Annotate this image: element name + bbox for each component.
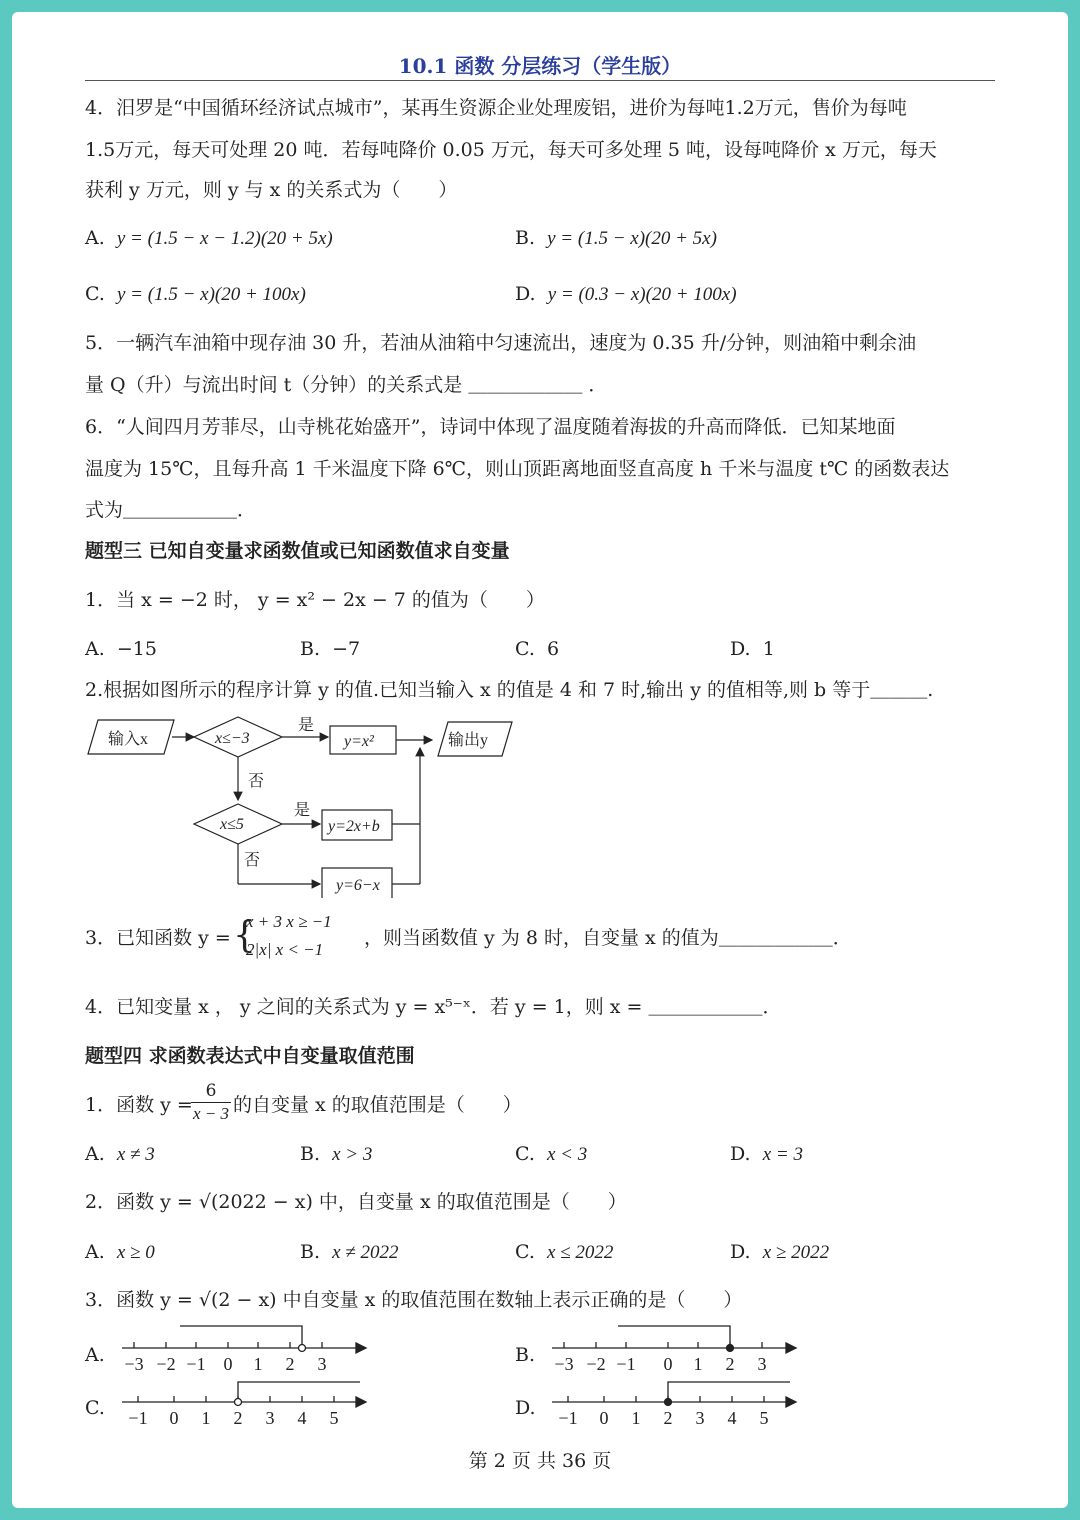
option-letter: A. (85, 227, 105, 249)
tick-label: 1 (253, 1354, 263, 1372)
option-letter: D. (515, 283, 536, 305)
q5-line1: 5．一辆汽车油箱中现存油 30 升，若油从油箱中匀速流出，速度为 0.35 升/分钟，则油箱中剩余油 (85, 332, 917, 354)
tick-label: −1 (186, 1354, 206, 1372)
option-letter: C. (515, 638, 535, 660)
q4-option-d[interactable] (515, 282, 737, 307)
s3q3-case2: 2|x| x < −1 (246, 940, 324, 959)
s4q1-prefix: 1．函数 y = (85, 1094, 193, 1116)
section4-title: 题型四 求函数表达式中自变量取值范围 (85, 1045, 415, 1067)
s4q2-option-d[interactable] (730, 1240, 829, 1265)
tick-label: −3 (554, 1354, 574, 1372)
option-letter: C. (85, 283, 105, 305)
tick-label: 4 (727, 1408, 737, 1426)
header-divider (85, 80, 995, 81)
s4q1-suffix: 的自变量 x 的取值范围是（ ） (233, 1094, 522, 1116)
s3q3-suffix: ，则当函数值 y 为 8 时，自变量 x 的值为＿＿＿＿＿＿． (364, 927, 852, 949)
s3q1-stem: 1．当 x = −2 时， y = x² − 2x − 7 的值为（ ） (85, 589, 545, 611)
number-line-a[interactable] (120, 1322, 370, 1372)
tick-label: 2 (663, 1408, 673, 1426)
tick-label: 1 (201, 1408, 211, 1426)
fraction (191, 1080, 231, 1125)
option-text: x ≥ 2022 (762, 1242, 830, 1263)
tick-label: 0 (169, 1408, 179, 1426)
option-text: 6 (547, 638, 560, 660)
option-text: y = (0.3 − x)(20 + 100x) (547, 284, 737, 305)
option-text: x < 3 (547, 1144, 588, 1165)
tick-label: 5 (329, 1408, 339, 1426)
option-letter: A. (85, 638, 105, 660)
s3q3-prefix: 3．已知函数 y = (85, 927, 231, 949)
number-line-c[interactable] (120, 1376, 370, 1426)
option-text: y = (1.5 − x)(20 + 5x) (547, 228, 717, 249)
option-letter: B. (300, 1143, 321, 1165)
s4q1-option-c[interactable] (515, 1142, 587, 1167)
s4q3-option-b-letter[interactable]: B. (515, 1344, 536, 1366)
q4-option-b[interactable] (515, 226, 717, 251)
s4q3-stem: 3．函数 y = √(2 − x) 中自变量 x 的取值范围在数轴上表示正确的是（ ） (85, 1289, 743, 1311)
tick-label: 3 (757, 1354, 767, 1372)
q4-line1: 4．汨罗是“中国循环经济试点城市”，某再生资源企业处理废铝，进价为每吨1.2万元，售价为每吨 (85, 97, 907, 119)
flow-yes1: 是 (298, 717, 315, 734)
option-text: x = 3 (762, 1144, 803, 1165)
option-text: y = (1.5 − x − 1.2)(20 + 5x) (116, 228, 333, 249)
option-letter: A. (85, 1143, 105, 1165)
q4-option-a[interactable] (85, 226, 333, 251)
option-letter: C. (515, 1143, 535, 1165)
q6-line3: 式为＿＿＿＿＿＿． (85, 499, 257, 521)
tick-label: 3 (317, 1354, 327, 1372)
option-letter: B. (300, 1241, 321, 1263)
s3q4-stem: 4．已知变量 x ， y 之间的关系式为 y = x⁵⁻ˣ．若 y = 1，则 x = ＿＿＿＿＿＿． (85, 996, 782, 1018)
option-text: y = (1.5 − x)(20 + 100x) (117, 284, 306, 305)
tick-label: 5 (759, 1408, 769, 1426)
tick-label: −2 (586, 1354, 606, 1372)
option-letter: D. (730, 638, 751, 660)
option-text: −15 (116, 638, 157, 660)
s3q1-option-d[interactable] (730, 637, 775, 661)
tick-label: −3 (124, 1354, 144, 1372)
tick-label: 4 (297, 1408, 307, 1426)
option-text: x ≠ 2022 (332, 1242, 399, 1263)
q4-line3: 获利 y 万元，则 y 与 x 的关系式为（ ） (85, 179, 458, 201)
flow-cond2: x≤5 (220, 816, 244, 833)
q4-option-c[interactable] (85, 282, 306, 307)
s4q3-option-d-letter[interactable]: D. (515, 1397, 536, 1419)
tick-label: −1 (128, 1408, 148, 1426)
option-text: x ≤ 2022 (547, 1242, 614, 1263)
flow-no2: 否 (244, 852, 261, 869)
option-letter: B. (300, 638, 321, 660)
fraction-numerator: 6 (191, 1080, 231, 1103)
tick-label: 2 (285, 1354, 295, 1372)
s3q2-stem: 2.根据如图所示的程序计算 y 的值.已知当输入 x 的值是 4 和 7 时,输出 y 的值相等,则 b 等于＿＿＿. (85, 679, 934, 701)
tick-label: 2 (233, 1408, 243, 1426)
option-text: x > 3 (332, 1144, 373, 1165)
s3q1-option-b[interactable] (300, 637, 360, 661)
flow-box3: y=6−x (336, 877, 380, 894)
tick-label: −1 (616, 1354, 636, 1372)
section3-title: 题型三 已知自变量求函数值或已知函数值求自变量 (85, 540, 510, 562)
tick-label: −2 (156, 1354, 176, 1372)
tick-label: −1 (558, 1408, 578, 1426)
s3q3-case1: x + 3 x ≥ −1 (246, 912, 332, 931)
s4q2-option-b[interactable] (300, 1240, 398, 1265)
q4-line2: 1.5万元，每天可处理 20 吨．若每吨降价 0.05 万元，每天可多处理 5 吨，设每吨降价 x 万元，每天 (85, 139, 937, 161)
tick-label: 1 (631, 1408, 641, 1426)
flow-yes2: 是 (294, 802, 311, 819)
option-letter: A. (85, 1241, 105, 1263)
option-letter: C. (515, 1241, 535, 1263)
s4q1-option-a[interactable] (85, 1142, 155, 1167)
option-text: −7 (332, 638, 361, 660)
tick-label: 0 (599, 1408, 609, 1426)
q6-line1: 6．“人间四月芳菲尽，山寺桃花始盛开”，诗词中体现了温度随着海拔的升高而降低．已知某地面 (85, 416, 896, 438)
page-footer: 第 2 页 共 36 页 (468, 1450, 612, 1472)
s4q1-option-d[interactable] (730, 1142, 803, 1167)
option-text: x ≥ 0 (116, 1242, 155, 1263)
flow-box1: y=x² (344, 733, 374, 750)
piecewise-brace: { (233, 915, 256, 956)
flow-input-label: 输入x (108, 731, 149, 748)
s4q2-stem: 2．函数 y = √(2022 − x) 中，自变量 x 的取值范围是（ ） (85, 1191, 627, 1213)
flow-output: 输出y (448, 732, 489, 749)
program-flowchart (82, 708, 522, 898)
s4q2-option-a[interactable] (85, 1240, 155, 1265)
option-letter: B. (515, 227, 536, 249)
s4q3-option-a-letter[interactable]: A. (85, 1344, 105, 1366)
number-line-d[interactable] (550, 1376, 800, 1426)
option-text: 1 (762, 638, 775, 660)
page-header-title: 10.1 函数 分层练习（学生版） (398, 54, 682, 78)
page (12, 12, 1068, 1508)
q6-line2: 温度为 15℃，且每升高 1 千米温度下降 6℃，则山顶距离地面竖直高度 h 千米与温度 t℃ 的函数表达 (85, 458, 950, 480)
option-text: x ≠ 3 (116, 1144, 155, 1165)
s3q1-option-c[interactable] (515, 637, 559, 661)
s4q3-option-c-letter[interactable]: C. (85, 1397, 105, 1419)
option-letter: D. (730, 1143, 751, 1165)
tick-label: 3 (695, 1408, 705, 1426)
flow-cond1: x≤−3 (215, 730, 250, 747)
s4q2-option-c[interactable] (515, 1240, 613, 1265)
tick-label: 3 (265, 1408, 275, 1426)
fraction-denominator: x − 3 (192, 1104, 230, 1123)
option-letter: D. (730, 1241, 751, 1263)
flow-box2: y=2x+b (328, 818, 380, 835)
tick-label: 1 (693, 1354, 703, 1372)
number-line-b[interactable] (550, 1322, 800, 1372)
tick-label: 2 (725, 1354, 735, 1372)
s4q1-option-b[interactable] (300, 1142, 372, 1167)
q5-line2: 量 Q（升）与流出时间 t（分钟）的关系式是 ＿＿＿＿＿＿ ． (85, 374, 608, 396)
flow-no1: 否 (248, 773, 265, 790)
tick-label: 0 (223, 1354, 233, 1372)
s3q1-option-a[interactable] (85, 637, 157, 661)
tick-label: 0 (663, 1354, 673, 1372)
